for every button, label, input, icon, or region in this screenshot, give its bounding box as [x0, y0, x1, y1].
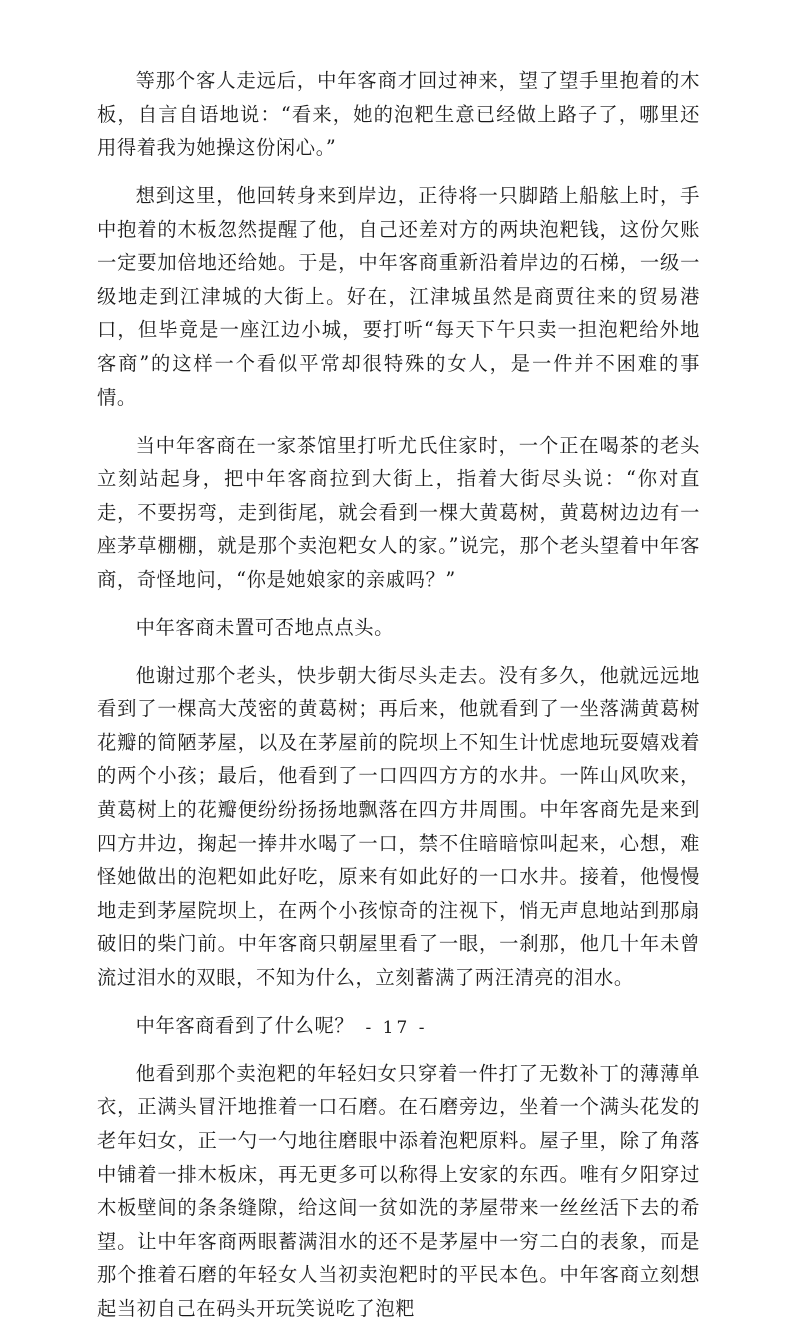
document-body [97, 64, 700, 1340]
paragraph-7: 他看到那个卖泡粑的年轻妇女只穿着一件打了无数补丁的薄薄单衣，正满头冒汗地推着一口石磨。在石磨旁边，坐着一个满头花发的老年妇女，正一勺一勺地往磨眼中添着泡粑原料。屋子里，除了角落中铺着一排木板床，再无更多可以称得上安家的东西。唯有夕阳穿过木板壁间的条条缝隙，给这间一贫如洗的茅屋带来一丝丝活下去的希望。让中年客商两眼蓄满泪水的还不是茅屋中一穷二白的表象，而是那个推着石磨的年轻女人当初卖泡粑时的平民本色。中年客商立刻想起当初自己在码头开玩笑说吃了泡粑 [97, 1061, 700, 1320]
paragraph-4: 中年客商未置可否地点点头。 [135, 615, 395, 639]
paragraph-5: 他谢过那个老头，快步朝大街尽头走去。没有多久，他就远远地看到了一棵高大茂密的黄葛树；再后来，他就看到了一坐落满黄葛树花瓣的简陋茅屋，以及在茅屋前的院坝上不知生计忧虑地玩耍嬉戏着的两个小孩；最后，他看到了一口四四方方的水井。一阵山风吹来，黄葛树上的花瓣便纷纷扬扬地飘落在四方井周围。中年客商先是来到四方井边，掬起一捧井水喝了一口，禁不住暗暗惊叫起来，心想，难怪她做出的泡粑如此好吃，原来有如此好的一口水井。接着，他慢慢地走到茅屋院坝上，在两个小孩惊奇的注视下，悄无声息地站到那扇破旧的柴门前。中年客商只朝屋里看了一眼，一刹那，他几十年未曾流过泪水的双眼，不知为什么，立刻蓄满了两汪清亮的泪水。 [97, 663, 700, 990]
page-number: - 17 - [365, 1018, 428, 1038]
paragraph-3: 当中年客商在一家茶馆里打听尤氏住家时，一个正在喝茶的老头立刻站起身，把中年客商拉到大街上，指着大街尽头说：“你对直走，不要拐弯，走到街尾，就会看到一棵大黄葛树，黄葛树边边有一座茅草棚棚，就是那个卖泡粑女人的家。”说完，那个老头望着中年客商，奇怪地问，“你是她娘家的亲戚吗？” [97, 433, 700, 591]
paragraph-6: 中年客商看到了什么呢？ [135, 1013, 355, 1037]
paragraph-1: 等那个客人走远后，中年客商才回过神来，望了望手里抱着的木板，自言自语地说：“看来，她的泡粑生意已经做上路子了，哪里还用得着我为她操这份闲心。” [97, 69, 700, 160]
paragraph-2: 想到这里，他回转身来到岸边，正待将一只脚踏上船舷上时，手中抱着的木板忽然提醒了他，自己还差对方的两块泡粑钱，这份欠账一定要加倍地还给她。于是，中年客商重新沿着岸边的石梯，一级一级地走到江津城的大街上。好在，江津城虽然是商贾往来的贸易港口，但毕竟是一座江边小城，要打听“每天下午只卖一担泡粑给外地客商”的这样一个看似平常却很特殊的女人，是一件并不困难的事情。 [97, 184, 700, 409]
